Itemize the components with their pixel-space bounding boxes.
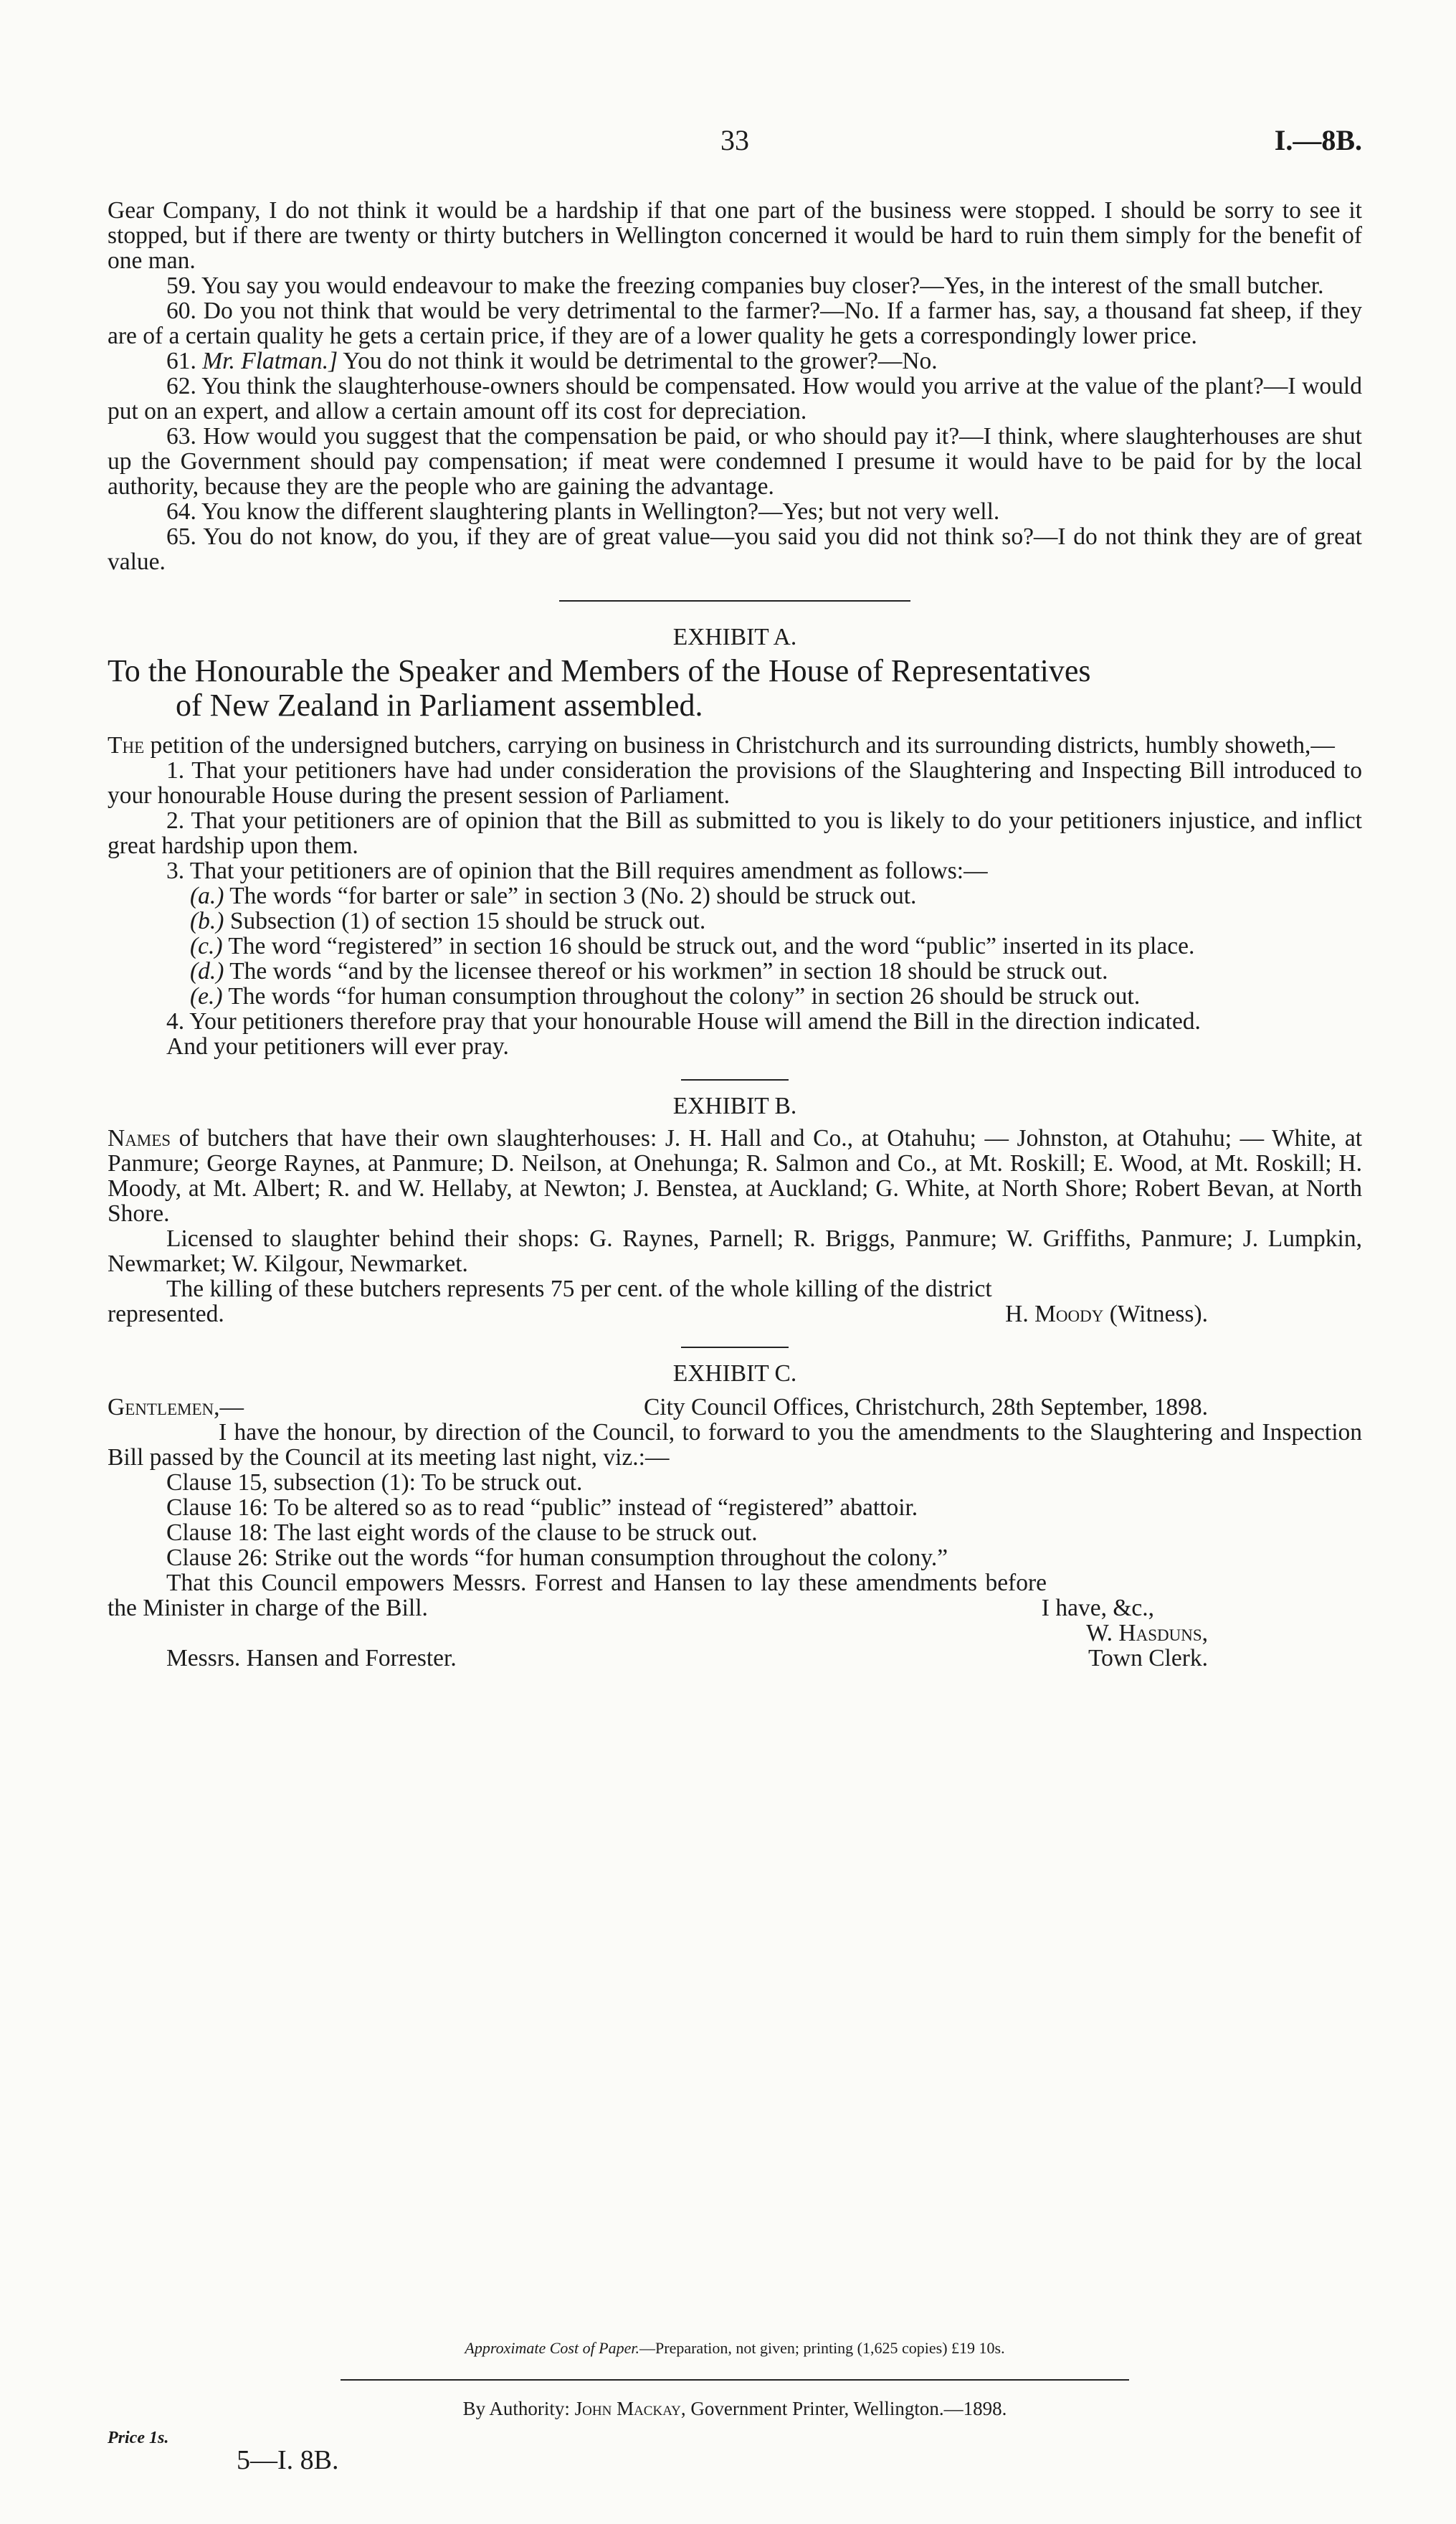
item-label: (d.): [190, 958, 224, 985]
petition-paragraph-2: 2. That your petitioners are of opinion that the Bill as submitted to you is likely to do your petitioners injustice, and inflict great hardship upon them.: [108, 807, 1362, 859]
footer-divider: [341, 2379, 1129, 2381]
cost-text: —Preparation, not given; printing (1,625 copies) £19 10s.: [639, 2339, 1005, 2357]
page-number: 33: [720, 124, 749, 156]
petition-title: [108, 654, 1362, 723]
addressee-line: [108, 1646, 1362, 1671]
amendment-item: [108, 883, 1362, 908]
petition-closing: And your petitioners will ever pray.: [166, 1033, 509, 1060]
petition-intro-lead: The: [108, 732, 145, 759]
item-label: (e.): [190, 983, 223, 1010]
item-label: (b.): [190, 908, 224, 934]
witness-name: Moody: [1034, 1301, 1104, 1327]
clause-item: Clause 15, subsection (1): To be struck out.: [166, 1469, 583, 1496]
licensed-butchers: Licensed to slaughter behind their shops: G. Raynes, Parnell; R. Briggs, Panmure; W. Griffiths, Panmure; J. Lumpkin, Newmarket; W. Kilgour, Newmarket.: [108, 1225, 1362, 1277]
section-divider: [681, 1347, 789, 1348]
item-text: The words “for human consumption throughout the colony” in section 26 should be struck out.: [228, 983, 1141, 1010]
cost-label: Approximate Cost of Paper.: [465, 2339, 640, 2357]
petition-title-line-2: of New Zealand in Parliament assembled.: [176, 688, 703, 723]
item-text: The word “registered” in section 16 should be struck out, and the word “public” inserted in its place.: [228, 933, 1195, 959]
petition-intro-text: petition of the undersigned butchers, carrying on business in Christchurch and its surrounding districts, humbly showeth,—: [150, 732, 1335, 759]
letter-sign-off: I have, &c.,: [1041, 1595, 1154, 1621]
item-text: Subsection (1) of section 15 should be struck out.: [229, 908, 706, 934]
killing-statement: The killing of these butchers represents 75 per cent. of the whole killing of the district: [166, 1276, 992, 1302]
signature-mark: 5—I. 8B.: [237, 2445, 339, 2475]
amendment-item: [108, 934, 1362, 959]
document-reference: I.—8B.: [1274, 124, 1362, 156]
item-label: (c.): [190, 933, 223, 959]
letter-intro: I have the honour, by direction of the Council, to forward to you the amendments to the Slaughtering and Inspection Bill passed by the Council at its meeting last night, viz.:—: [108, 1419, 1362, 1471]
amendment-item: [108, 908, 1362, 934]
signatory-name: Hasduns,: [1118, 1620, 1208, 1646]
witness-initial: H.: [1005, 1301, 1029, 1327]
page-body: [108, 198, 1362, 1671]
letter-addressee: Messrs. Hansen and Forrester.: [166, 1645, 457, 1671]
question-62: 62. You think the slaughterhouse-owners should be compensated. How would you arrive at the value of the plant?—I would put on an expert, and allow a certain amount off its cost for depreciation.: [108, 373, 1362, 424]
q61-text: You do not think it would be detrimental to the grower?—No.: [343, 348, 938, 374]
petition-paragraph-3: 3. That your petitioners are of opinion that the Bill requires amendment as follows:—: [166, 858, 988, 884]
question-60: 60. Do you not think that would be very detrimental to the farmer?—No. If a farmer has, say, a thousand fat sheep, if they are of a certain quality he gets a certain price, if they are of a lower quality he gets a correspondingly lower price.: [108, 298, 1362, 349]
amendment-item: [108, 959, 1362, 984]
section-divider: [681, 1079, 789, 1081]
q61-speaker: Mr. Flatman.]: [202, 348, 338, 374]
question-63: 63. How would you suggest that the compensation be paid, or who should pay it?—I think, where slaughterhouses are shut up the Government should pay compensation; if meat were condemned I presume it would have to be paid for by the local authority, because they are the people who are gaining the advantage.: [108, 423, 1362, 500]
item-label: (a.): [190, 883, 224, 909]
signatory: [1086, 1621, 1208, 1646]
testimony-continued: Gear Company, I do not think it would be a hardship if that one part of the business were stopped. I should be sorry to see it stopped, but if there are twenty or thirty butchers in Wellington concerned it would be hard to ruin them simply for the benefit of one man.: [108, 197, 1362, 274]
witness-signature: [1005, 1301, 1208, 1327]
page-footer: [108, 2339, 1362, 2473]
witness-role: (Witness).: [1109, 1301, 1208, 1327]
signatory-line: [108, 1621, 1362, 1646]
letter-closing: That this Council empowers Messrs. Forrest and Hansen to lay these amendments before the Minister in charge of the Bill.: [108, 1570, 1047, 1621]
signatory-title: Town Clerk.: [1088, 1645, 1208, 1671]
clause-item: Clause 16: To be altered so as to read “public” instead of “registered” abattoir.: [166, 1494, 918, 1521]
witness-line: [108, 1301, 1362, 1327]
clause-list: [108, 1470, 1362, 1570]
item-text: The words “and by the licensee thereof or his workmen” in section 18 should be struck out.: [229, 958, 1108, 985]
letter-heading-line: [108, 1395, 1362, 1420]
signatory-initial: W.: [1086, 1620, 1113, 1646]
petition-title-line-1: To the Honourable the Speaker and Members of the House of Representatives: [108, 653, 1091, 688]
clause-item: Clause 26: Strike out the words “for human consumption throughout the colony.”: [166, 1545, 948, 1571]
question-59: 59. You say you would endeavour to make the freezing companies buy closer?—Yes, in the interest of the small butcher.: [166, 272, 1324, 299]
killing-statement-end: represented.: [108, 1301, 224, 1327]
cost-line: [108, 2339, 1362, 2358]
amendment-item: [108, 984, 1362, 1009]
exhibit-b-heading: EXHIBIT B.: [672, 1093, 797, 1119]
question-64: 64. You know the different slaughtering plants in Wellington?—Yes; but not very well.: [166, 498, 1000, 525]
butcher-names-text: of butchers that have their own slaughterhouses: J. H. Hall and Co., at Otahuhu; — Johnston, at Otahuhu; — White, at Panmure; George Raynes, at Panmure; D. Neilson, at Onehunga; R. Salmon and Co., at Mt. Roskill; E. Wood, at Mt. Roskill; H. Moody, at Mt. Albert; R. and W. Hellaby, at Newton; J. Benstea, at Auckland; G. White, at North Shore; Robert Bevan, at North Shore.: [108, 1125, 1362, 1227]
price: Price 1s.: [108, 2429, 169, 2447]
exhibit-a-heading: EXHIBIT A.: [672, 624, 797, 650]
item-text: The words “for barter or sale” in section 3 (No. 2) should be struck out.: [229, 883, 917, 909]
butcher-names-lead: Names: [108, 1125, 171, 1152]
authority-rest: Government Printer, Wellington.—1898.: [690, 2398, 1007, 2419]
exhibit-c-heading: EXHIBIT C.: [672, 1360, 797, 1387]
question-61: [108, 348, 1362, 374]
clause-item: Clause 18: The last eight words of the clause to be struck out.: [166, 1519, 758, 1546]
section-divider: [559, 600, 910, 602]
petition-paragraph-4: 4. Your petitioners therefore pray that your honourable House will amend the Bill in the direction indicated.: [166, 1008, 1201, 1035]
letter-address: City Council Offices, Christchurch, 28th September, 1898.: [643, 1394, 1208, 1420]
question-65: 65. You do not know, do you, if they are of great value—you said you did not think so?—I do not think they are of great value.: [108, 523, 1362, 575]
petition-paragraph-1: 1. That your petitioners have had under consideration the provisions of the Slaughtering and Inspecting Bill introduced to your honourable House during the present session of Parliament.: [108, 757, 1362, 809]
amendment-list: [108, 883, 1362, 1009]
q61-number: 61.: [166, 348, 196, 374]
authority-lead: By Authority:: [462, 2398, 570, 2419]
authority-line: [108, 2396, 1362, 2421]
printer-name: John Mackay,: [574, 2398, 686, 2419]
letter-salutation: Gentlemen,—: [108, 1394, 244, 1420]
petition-intro: [108, 733, 1362, 758]
butcher-names: [108, 1126, 1362, 1226]
page-header: [108, 124, 1362, 163]
